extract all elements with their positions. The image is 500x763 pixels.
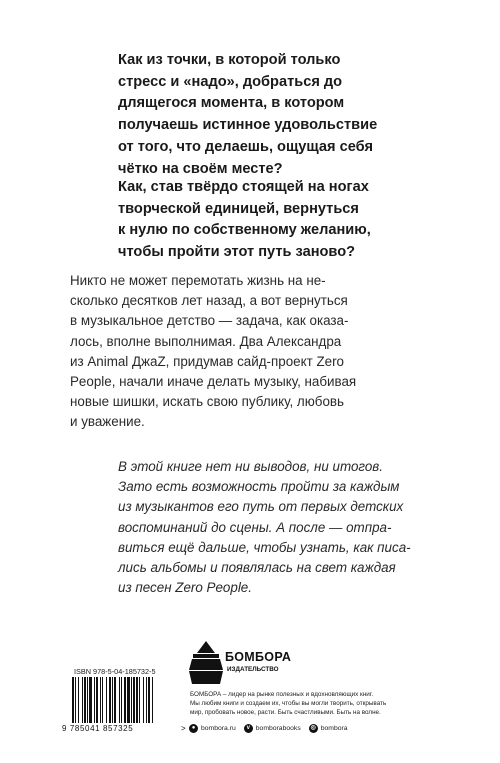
social-label: bombora [320, 725, 348, 732]
social-links [189, 724, 356, 733]
social-link-site[interactable] [189, 724, 236, 733]
social-label: bomborabooks [255, 725, 301, 732]
instagram-icon: ◎ [310, 725, 316, 731]
publisher-subtitle: ИЗДАТЕЛЬСТВО [227, 666, 279, 673]
body-paragraph: Никто не может перемотать жизнь на не- сколько десятков лет назад, а вот вернуться в музыкальное детство — задача, как оказа- лось, вполне выполнимая. Два Александра из Animal ДжаZ, придумав сайд-проект Zero People, начали иначе делать музыку, набивая новые шишки, искать свою публику, любовь и уважение. [70, 273, 357, 430]
vk-icon: v [244, 724, 253, 733]
barcode-image [72, 677, 182, 723]
bombora-logo-icon [189, 640, 223, 686]
question-2: Как, став твёрдо стоящей на ногах творческой единицей, вернуться к нулю по собственному желанию, чтобы пройти этот путь заново? [118, 179, 371, 261]
publisher-description: БОМБОРА – лидер на рынке полезных и вдохновляющих книг. Мы любим книги и создаем их, чтобы вы могли творить, открывать мир, пробовать новое, расти. Быть счастливыми. Быть на волне. [190, 691, 387, 716]
social-link-vk[interactable] [244, 724, 301, 733]
barcode-arrow: > [181, 724, 186, 733]
isbn-text: ISBN 978-5-04-185732-5 [74, 667, 156, 676]
social-link-instagram[interactable] [309, 724, 348, 733]
question-1: Как из точки, в которой только стресс и «надо», добраться до длящегося момента, в котором получаешь истинное удовольствие от того, что делаешь, ощущая себя чётко на своём месте? [118, 52, 378, 177]
italic-paragraph: В этой книге нет ни выводов, ни итогов. Зато есть возможность пройти за каждым из музыкантов его путь от первых детских воспоминаний до сцены. А после — отпра- виться ещё дальше, чтобы узнать, как писа- лись альбомы и появлялась на свет каждая из песен Zero People. [118, 459, 411, 596]
barcode-digits: 9 785041 857325 [62, 724, 134, 733]
publisher-name: БОМБОРА [225, 650, 292, 664]
social-label: bombora.ru [201, 725, 236, 732]
globe-icon: ● [189, 724, 198, 733]
